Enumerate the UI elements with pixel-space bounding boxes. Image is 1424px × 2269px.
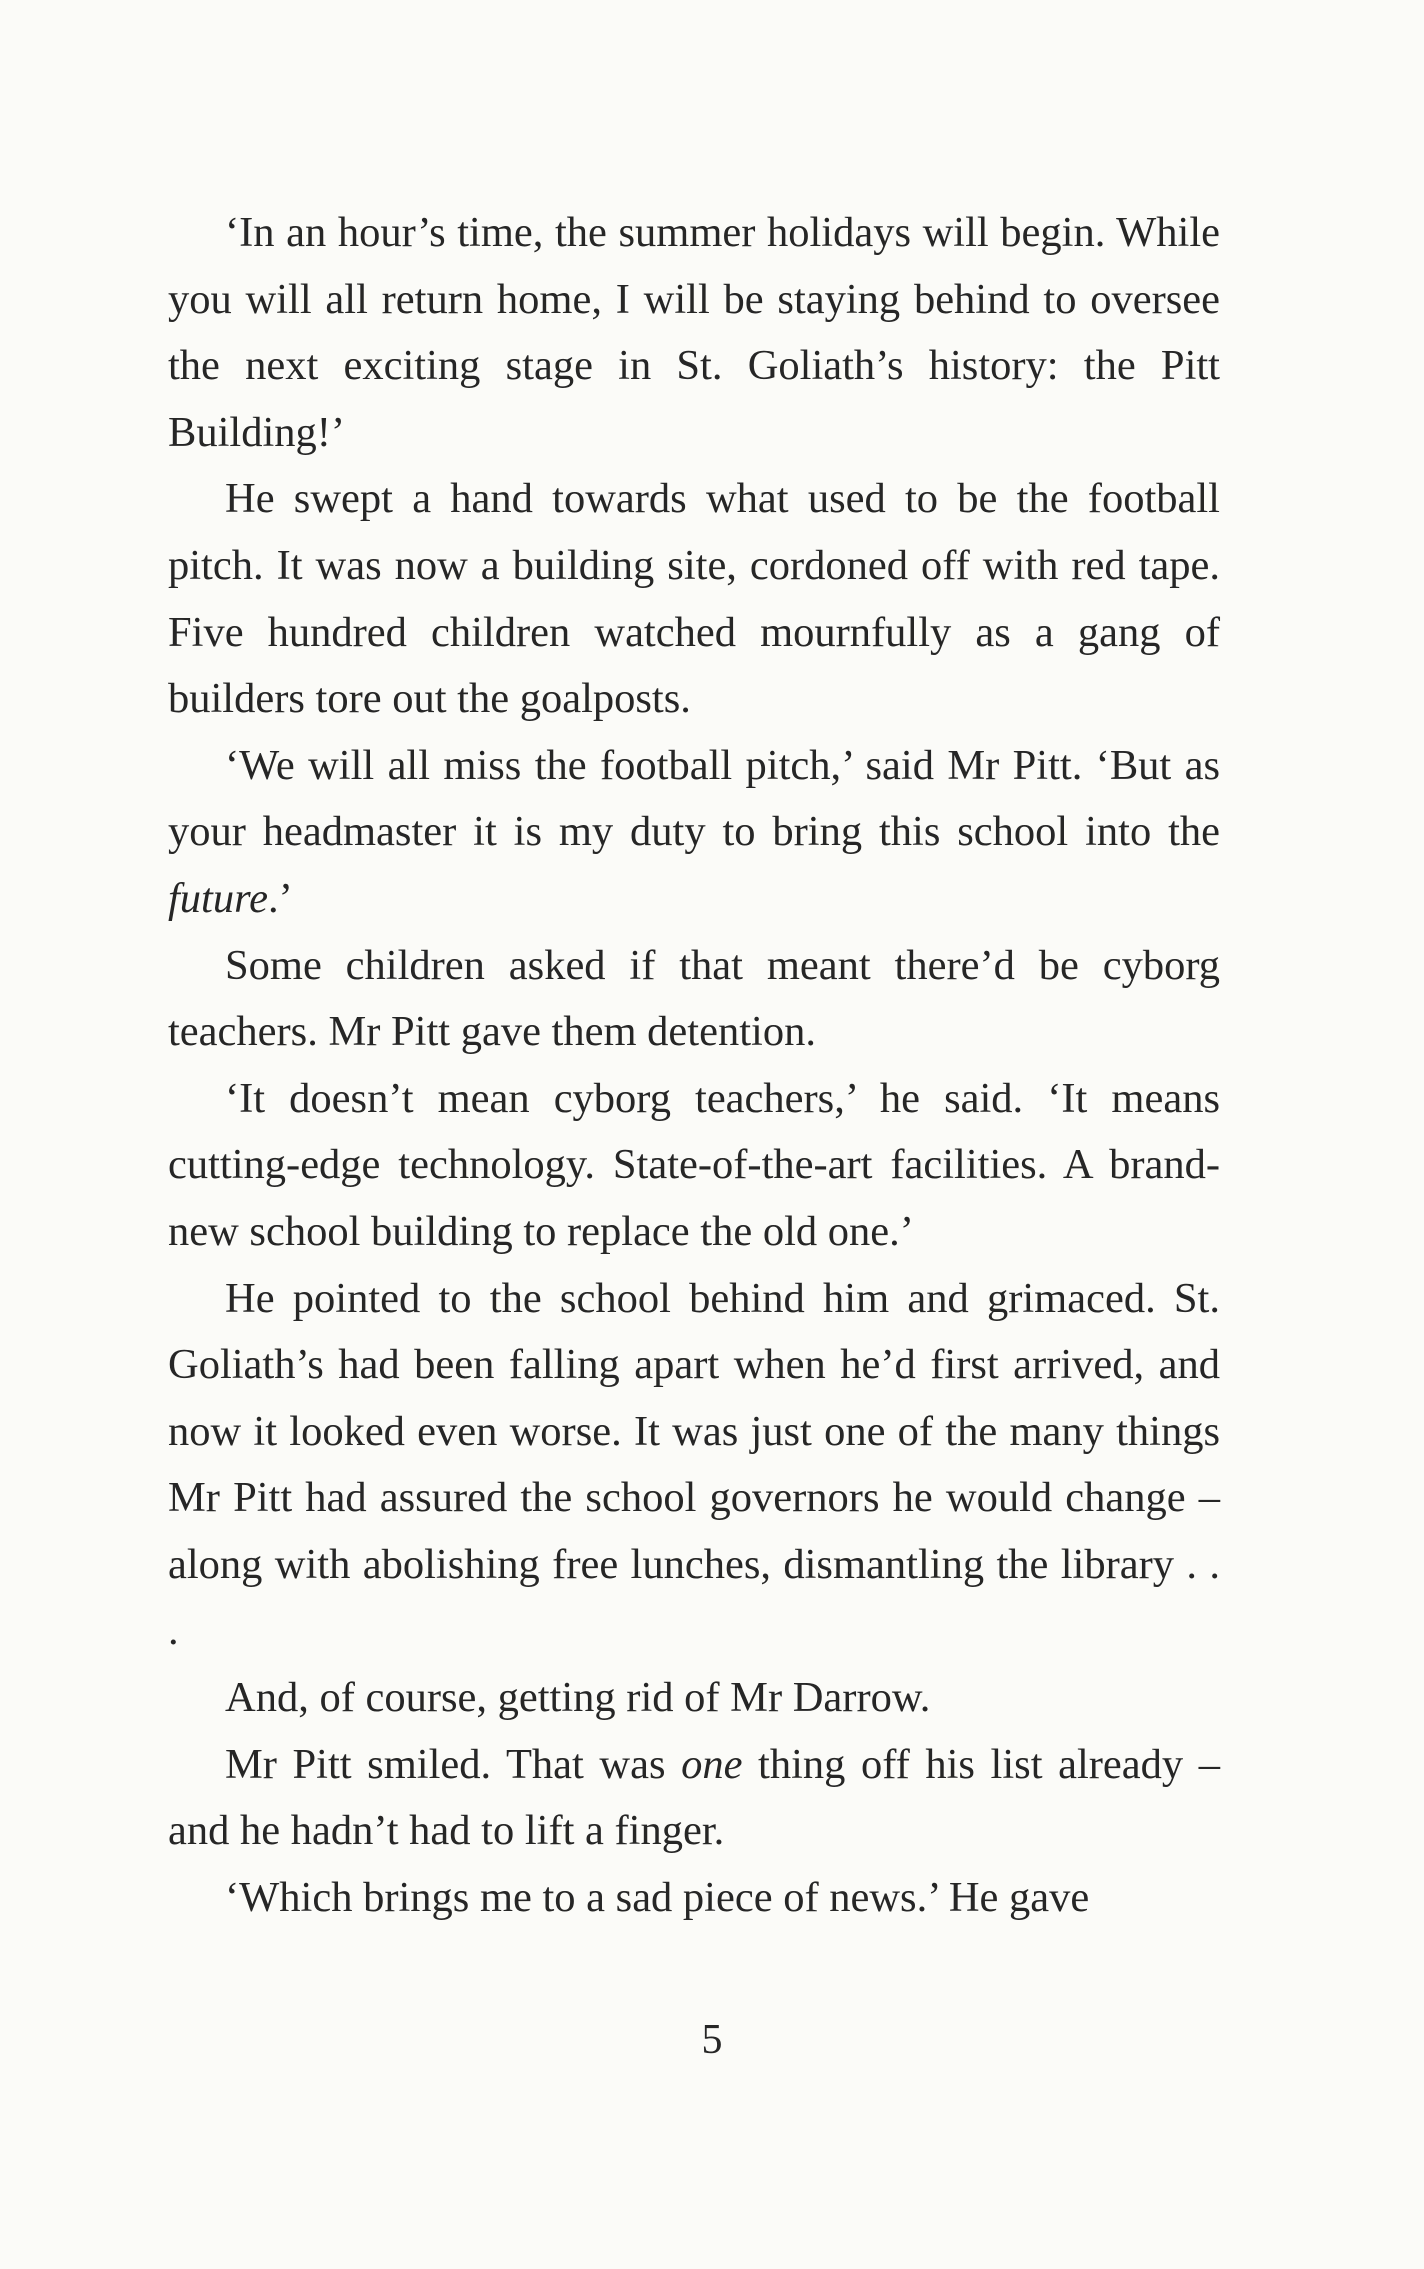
page-number: 5 bbox=[701, 2017, 723, 2063]
paragraph: Mr Pitt smiled. That was one thing off his list already – and he hadn’t had to lift a finger. bbox=[168, 1740, 1220, 1855]
paragraph: ‘Which brings me to a sad piece of news.’ He gave bbox=[225, 1873, 1090, 1921]
paragraph: Some children asked if that meant there’d be cyborg teachers. Mr Pitt gave them detention. bbox=[168, 941, 1220, 1056]
paragraph: ‘It doesn’t mean cyborg teachers,’ he said. ‘It means cutting-edge technology. State-of-the-art facilities. A brand-new school building to replace the old one.’ bbox=[168, 1074, 1220, 1255]
paragraph: ‘In an hour’s time, the summer holidays will begin. While you will all return home, I will be staying behind to oversee the next exciting stage in St. Goliath’s history: the Pitt Building!’ bbox=[168, 209, 1220, 456]
body-text bbox=[168, 200, 1220, 1931]
paragraph: He swept a hand towards what used to be the football pitch. It was now a building site, cordoned off with red tape. Five hundred children watched mournfully as a gang of builders tore out the goalposts. bbox=[168, 475, 1220, 723]
italic-emphasis: one bbox=[681, 1740, 743, 1788]
paragraph: And, of course, getting rid of Mr Darrow. bbox=[225, 1674, 931, 1722]
italic-emphasis: future bbox=[168, 874, 268, 922]
paragraph: He pointed to the school behind him and grimaced. St. Goliath’s had been falling apart when he’d first arrived, and now it looked even worse. It was just one of the many things Mr Pitt had assured the school governors he would change – along with abolishing free lunches, dismantling the library . . . bbox=[168, 1274, 1220, 1655]
paragraph: ‘We will all miss the football pitch,’ said Mr Pitt. ‘But as your headmaster it is my duty to bring this school into the future.’ bbox=[168, 741, 1220, 922]
